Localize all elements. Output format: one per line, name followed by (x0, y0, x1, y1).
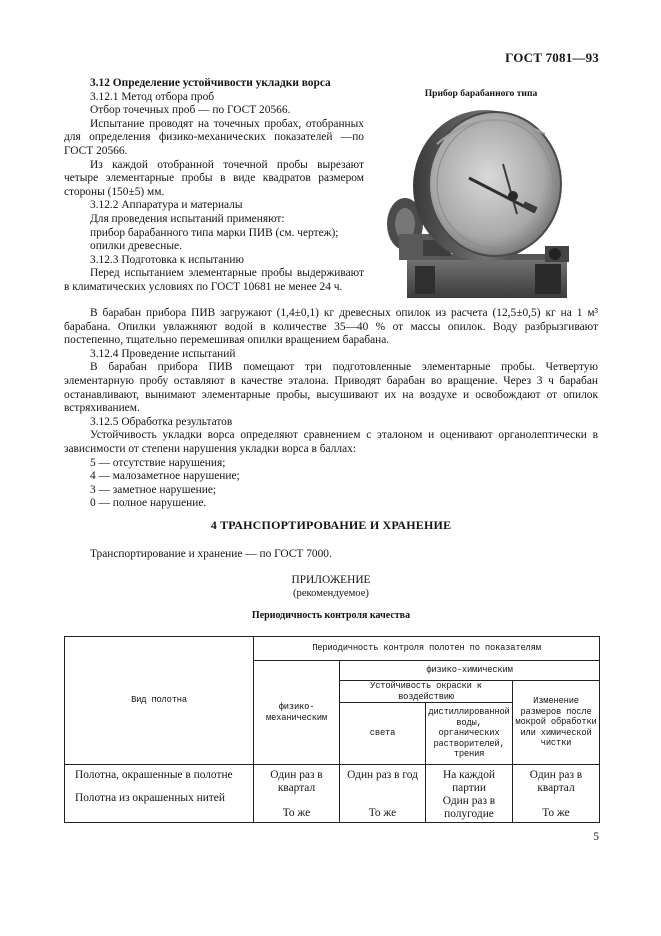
appendix-title: ПРИЛОЖЕНИЕ (291, 574, 371, 586)
figure-caption: Прибор барабанного типа (424, 88, 538, 99)
section-3-12-heading: 3.12 Определение устойчивости укладки ворса (90, 77, 331, 89)
paragraph: 3.12.3 Подготовка к испытанию (90, 253, 244, 266)
paragraph: Испытание проводят на точечных пробах, отобранных для определения физико-механических показателей —по ГОСТ 20566. (64, 117, 364, 157)
physmech-row-2: То же (282, 807, 311, 819)
drum-device-illustration (385, 104, 575, 300)
paragraph: 3.12.1 Метод отбора проб (90, 90, 215, 103)
standard-header: ГОСТ 7081—93 (505, 50, 599, 65)
paragraph: В барабан прибора ПИВ загружают (1,4±0,1) кг древесных опилок из расчета (12,5±0,5) кг на 1 м³ барабана. Опилки увлажняют водой в количестве 35—40 % от массы опилок. Воду разбрызгивают постепенно, тщательно перемешивая опилки вращением барабана. (64, 307, 598, 347)
score-item: 3 — заметное нарушение; (90, 483, 217, 496)
paragraph: Устойчивость укладки ворса определяют сравнением с эталоном и оценивают органолептически в зависимости от степени нарушения укладки ворса в баллах: (64, 429, 598, 455)
header-physchem: физико-химическим (340, 661, 600, 681)
light-row-2: То же (368, 807, 397, 819)
paragraph: 3.12.5 Обработка результатов (90, 415, 233, 428)
page-number: 5 (593, 831, 599, 843)
header-fabric-type: Вид полотна (65, 637, 254, 765)
quality-control-table (64, 636, 600, 823)
header-control-period: Периодичность контроля полотен по показателям (254, 637, 600, 661)
water-row-1: На каждой партии (442, 769, 495, 794)
cell-physmech (254, 765, 340, 823)
paragraph: Для проведения испытаний применяют: (90, 212, 285, 225)
fabric-row-1: Полотна, окрашенные в полотне (75, 769, 233, 781)
appendix-subtitle: (рекомендуемое) (293, 588, 369, 599)
cell-water (426, 765, 513, 823)
score-item: 0 — полное нарушение. (90, 497, 207, 510)
physmech-row-1: Один раз в квартал (270, 769, 323, 794)
table-title: Периодичность контроля качества (251, 610, 411, 621)
cell-size (513, 765, 600, 823)
cell-fabric (65, 765, 254, 823)
section-3-12-text (64, 77, 364, 295)
score-item: 5 — отсутствие нарушения; (90, 456, 226, 469)
paragraph: Отбор точечных проб — по ГОСТ 20566. (90, 104, 291, 117)
size-row-1: Один раз в квартал (529, 769, 583, 794)
header-color-fastness: Устойчивость окраски к воздействию (340, 681, 513, 703)
paragraph: Из каждой отобранной точечной пробы вырезают четыре элементарные пробы в виде квадратов размером стороны (150±5) мм. (64, 158, 364, 198)
score-item: 4 — малозаметное нарушение; (90, 470, 240, 483)
header-water-solvents: дистиллированной воды, органических растворителей, трения (426, 703, 513, 765)
section-4-text: Транспортирование и хранение — по ГОСТ 7000. (90, 548, 332, 560)
paragraph: 3.12.2 Аппаратура и материалы (90, 199, 243, 212)
paragraph: В барабан прибора ПИВ помещают три подготовленные элементарные пробы. Четвертую элементарную пробу оставляют в качестве эталона. Приводят барабан во вращение. Через 3 ч барабан останавливают, вынимают элементарные пробы, высушивают их на воздухе и освобождают от опилок встряхиванием. (64, 361, 598, 415)
header-light: света (340, 703, 426, 765)
header-size-change: Изменение размеров после мокрой обработки или химической чистки (513, 681, 600, 765)
section-3-12-continued (64, 307, 598, 511)
header-physmech: физико-механическим (254, 661, 340, 765)
light-row-1: Один раз в год (347, 769, 418, 781)
size-row-2: То же (542, 807, 570, 819)
paragraph: 3.12.4 Проведение испытаний (90, 347, 236, 360)
paragraph: Перед испытанием элементарные пробы выдерживают в климатических условиях по ГОСТ 10681 не менее 24 ч. (64, 267, 364, 293)
section-4-title: 4 ТРАНСПОРТИРОВАНИЕ И ХРАНЕНИЕ (210, 518, 452, 532)
paragraph: прибор барабанного типа марки ПИВ (см. чертеж); (90, 226, 339, 239)
fabric-row-2: Полотна из окрашенных нитей (75, 791, 225, 804)
table-row (65, 765, 600, 823)
water-row-2: Один раз в полугодие (442, 795, 496, 820)
appendix-heading (64, 574, 598, 600)
paragraph: опилки древесные. (90, 240, 182, 253)
cell-light (340, 765, 426, 823)
